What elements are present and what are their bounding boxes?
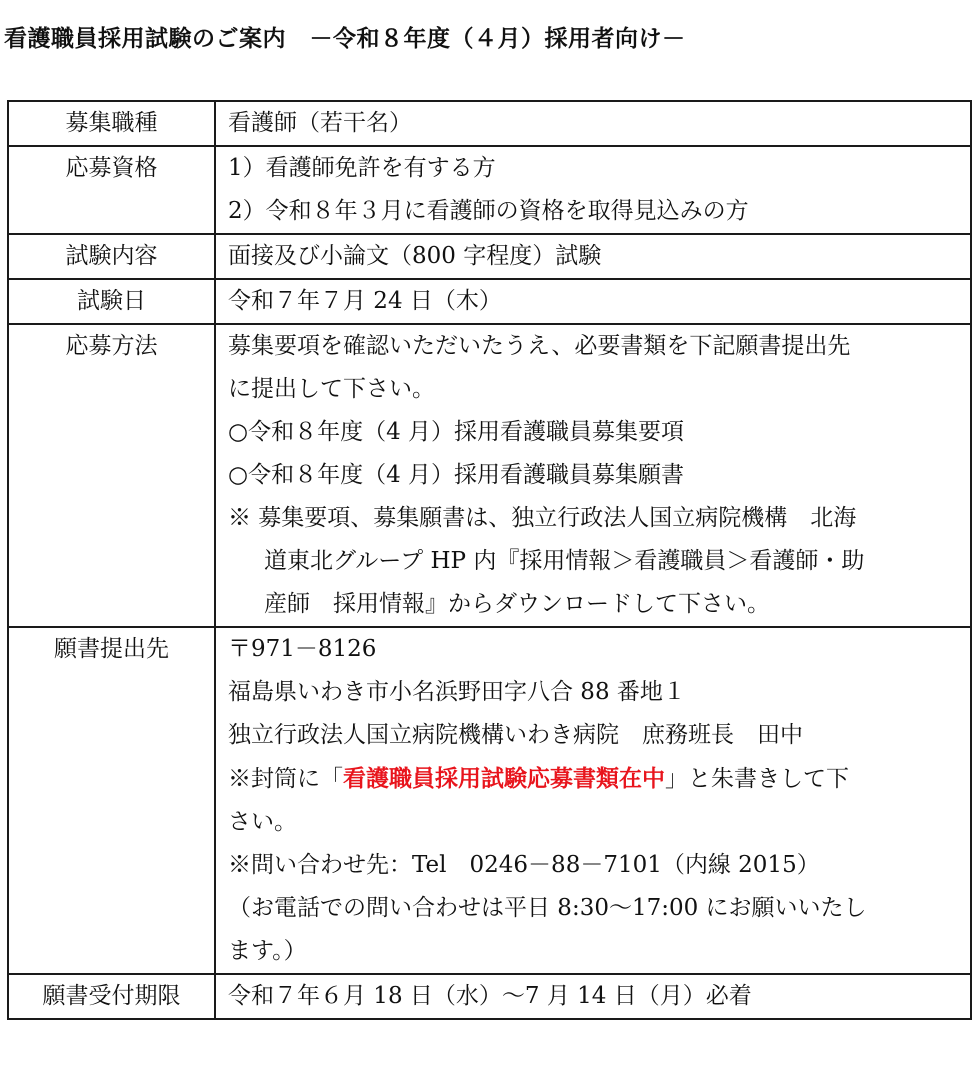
download-note-line-3: 産師 採用情報』からダウンロードして下さい。 [264,591,770,617]
row-value-application-method [215,324,971,627]
recruitment-info-table [7,100,972,1020]
application-guide-item: ○令和８年度（4 月）採用看護職員募集要項 [228,419,685,445]
postal-code: 〒971－8126 [228,636,377,662]
table-row [8,101,971,146]
exam-content-text: 面接及び小論文（800 字程度）試験 [228,243,602,269]
deadline-text: 令和７年６月 18 日（水）～7 月 14 日（月）必着 [228,983,752,1009]
contact-hours-line-2: ます。） [228,938,307,964]
row-label-exam-date: 試験日 [8,279,215,324]
envelope-note-suffix: 」と朱書きして下 [665,766,849,792]
job-type-text: 看護師（若干名） [228,110,412,136]
row-value-exam-content [215,234,971,279]
street-address: 福島県いわき市小名浜野田字八合 88 番地１ [228,679,686,705]
table-row [8,234,971,279]
application-form-item: ○令和８年度（4 月）採用看護職員募集願書 [228,462,685,488]
row-label-job-type: 募集職種 [8,101,215,146]
table-row [8,279,971,324]
qualification-line-2: 2）令和８年３月に看護師の資格を取得見込みの方 [228,198,749,224]
row-value-submission-address [215,627,971,974]
row-value-job-type [215,101,971,146]
row-label-exam-content: 試験内容 [8,234,215,279]
table-row [8,974,971,1019]
envelope-note-prefix: ※封筒に「 [228,766,343,792]
download-note-line-2: 道東北グループ HP 内『採用情報＞看護職員＞看護師・助 [264,548,865,574]
table-row [8,627,971,974]
contact-info: ※問い合わせ先：Tel 0246－88－7101（内線 2015） [228,852,820,878]
envelope-note [228,757,966,801]
page-title: 看護職員採用試験のご案内 －令和８年度（４月）採用者向け－ [4,26,686,52]
envelope-note-wrap: さい。 [228,809,297,835]
envelope-red-text: 看護職員採用試験応募書類在中 [343,765,665,792]
row-label-submission-address: 願書提出先 [8,627,215,974]
application-method-line-1: 募集要項を確認いただいたうえ、必要書類を下記願書提出先 [228,333,851,359]
row-value-qualification [215,146,971,234]
row-label-application-method: 応募方法 [8,324,215,627]
exam-date-text: 令和７年７月 24 日（木） [228,288,502,314]
row-label-qualification: 応募資格 [8,146,215,234]
download-note-line-1: ※ 募集要項、募集願書は、独立行政法人国立病院機構 北海 [228,505,857,531]
application-method-line-2: に提出して下さい。 [228,376,435,402]
table-row [8,146,971,234]
table-row [8,324,971,627]
recipient: 独立行政法人国立病院機構いわき病院 庶務班長 田中 [228,722,803,748]
contact-hours-line-1: （お電話での問い合わせは平日 8:30～17:00 にお願いいたし [228,895,867,921]
row-value-exam-date [215,279,971,324]
qualification-line-1: 1）看護師免許を有する方 [228,155,496,181]
row-label-deadline: 願書受付期限 [8,974,215,1019]
row-value-deadline [215,974,971,1019]
